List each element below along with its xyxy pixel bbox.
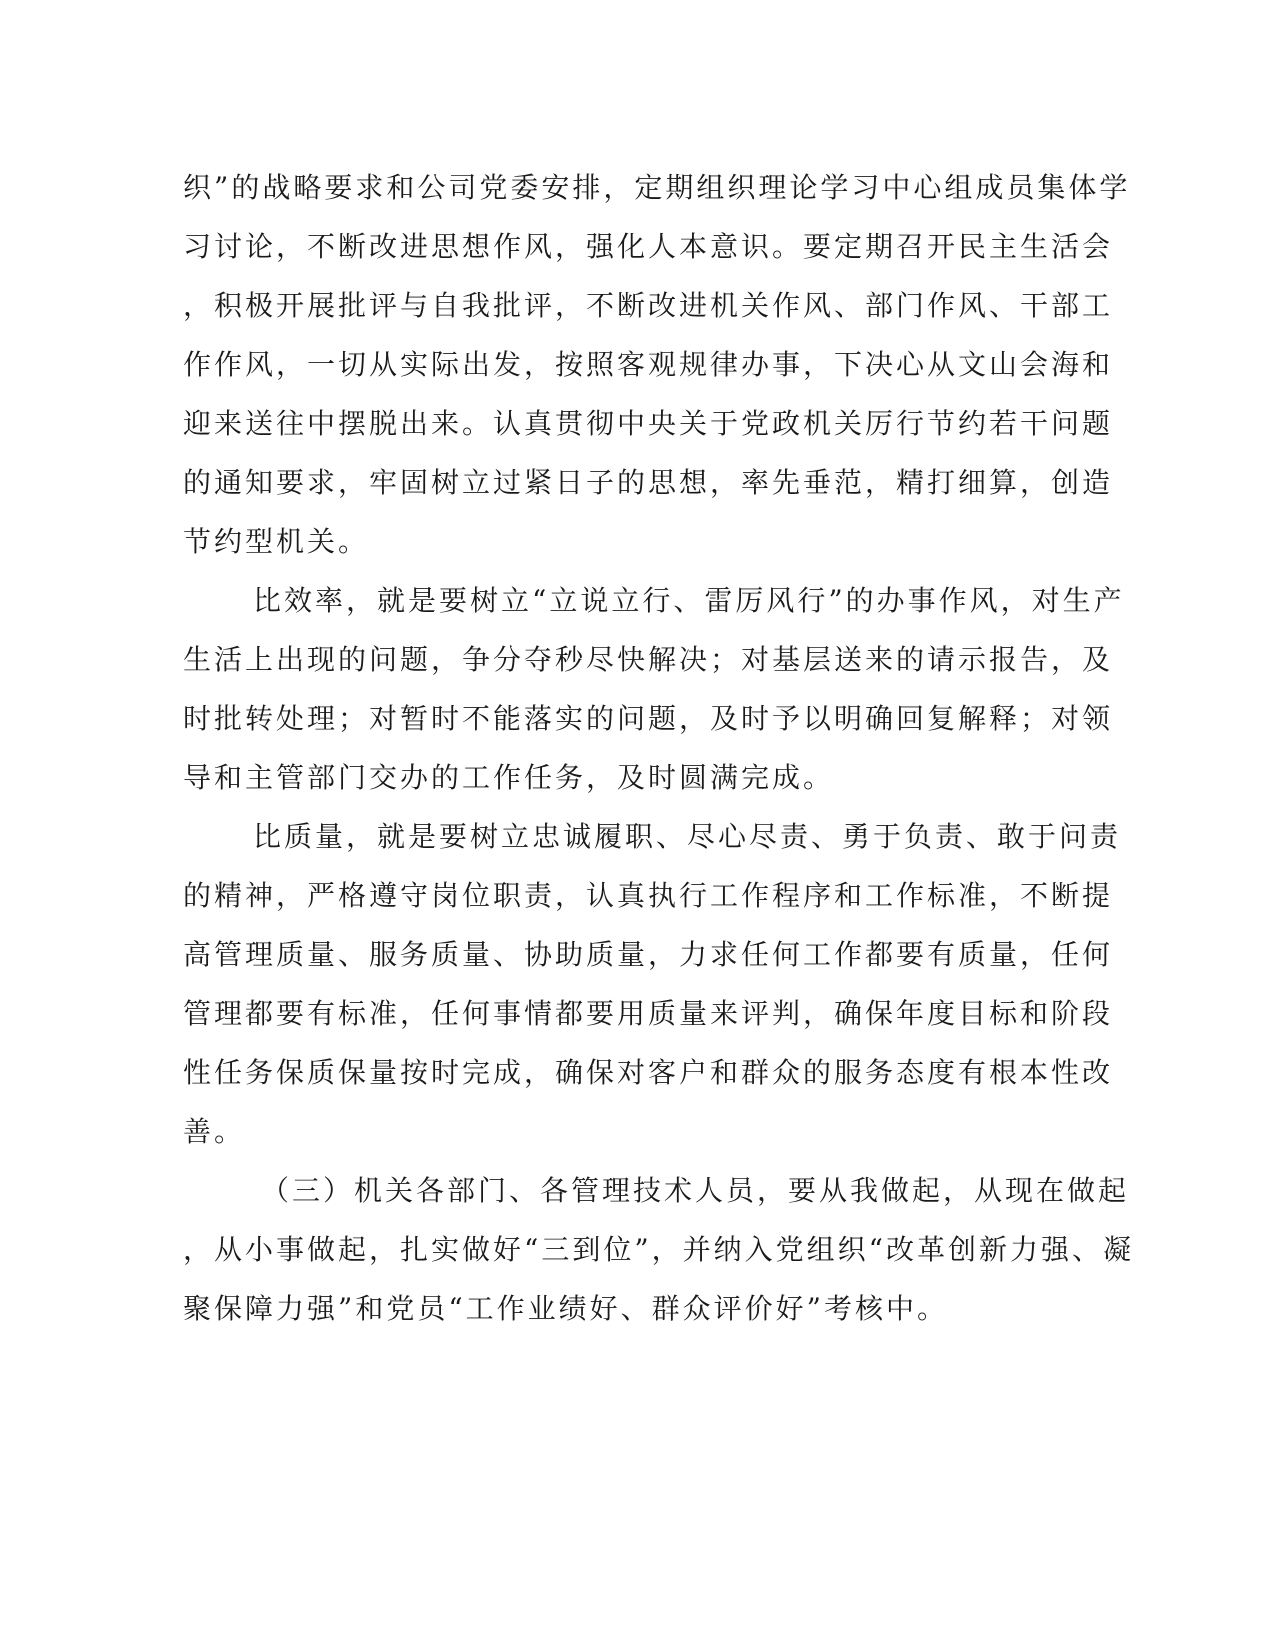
text-line: 节约型机关。 [183,525,370,558]
text-line: 时批转处理；对暂时不能落实的问题，及时予以明确回复解释；对领 [183,702,1114,735]
paragraph-start-line: （三）机关各部门、各管理技术人员，要从我做起，从现在做起 [261,1174,1130,1207]
text-line: 聚保障力强”和党员“工作业绩好、群众评价好”考核中。 [183,1292,948,1325]
text-line: 织”的战略要求和公司党委安排，定期组织理论学习中心组成员集体学 [183,171,1131,204]
text-line: 性任务保质保量按时完成，确保对客户和群众的服务态度有根本性改 [183,1056,1114,1089]
text-line: ，积极开展批评与自我批评，不断改进机关作风、部门作风、干部工 [183,289,1114,322]
text-line: 习讨论，不断改进思想作风，强化人本意识。要定期召开民主生活会 [183,230,1114,263]
text-line: ，从小事做起，扎实做好“三到位”，并纳入党组织“改革创新力强、凝 [183,1233,1134,1266]
text-line: 生活上出现的问题，争分夺秒尽快解决；对基层送来的请示报告，及 [183,643,1114,676]
paragraph-start-line: 比效率，就是要树立“立说立行、雷厉风行”的办事作风，对生产 [253,584,1125,617]
text-line: 善。 [183,1115,246,1148]
text-line: 迎来送往中摆脱出来。认真贯彻中央关于党政机关厉行节约若干问题 [183,407,1114,440]
text-line: 的精神，严格遵守岗位职责，认真执行工作程序和工作标准，不断提 [183,879,1114,912]
body-text [183,158,1134,1338]
paragraph-start-line: 比质量，就是要树立忠诚履职、尽心尽责、勇于负责、敢于问责 [253,820,1122,853]
text-line: 管理都要有标准，任何事情都要用质量来评判，确保年度目标和阶段 [183,997,1114,1030]
text-line: 作作风，一切从实际出发，按照客观规律办事，下决心从文山会海和 [183,348,1114,381]
text-line: 的通知要求，牢固树立过紧日子的思想，率先垂范，精打细算，创造 [183,466,1114,499]
text-line: 高管理质量、服务质量、协助质量，力求任何工作都要有质量，任何 [183,938,1114,971]
text-line: 导和主管部门交办的工作任务，及时圆满完成。 [183,761,835,794]
